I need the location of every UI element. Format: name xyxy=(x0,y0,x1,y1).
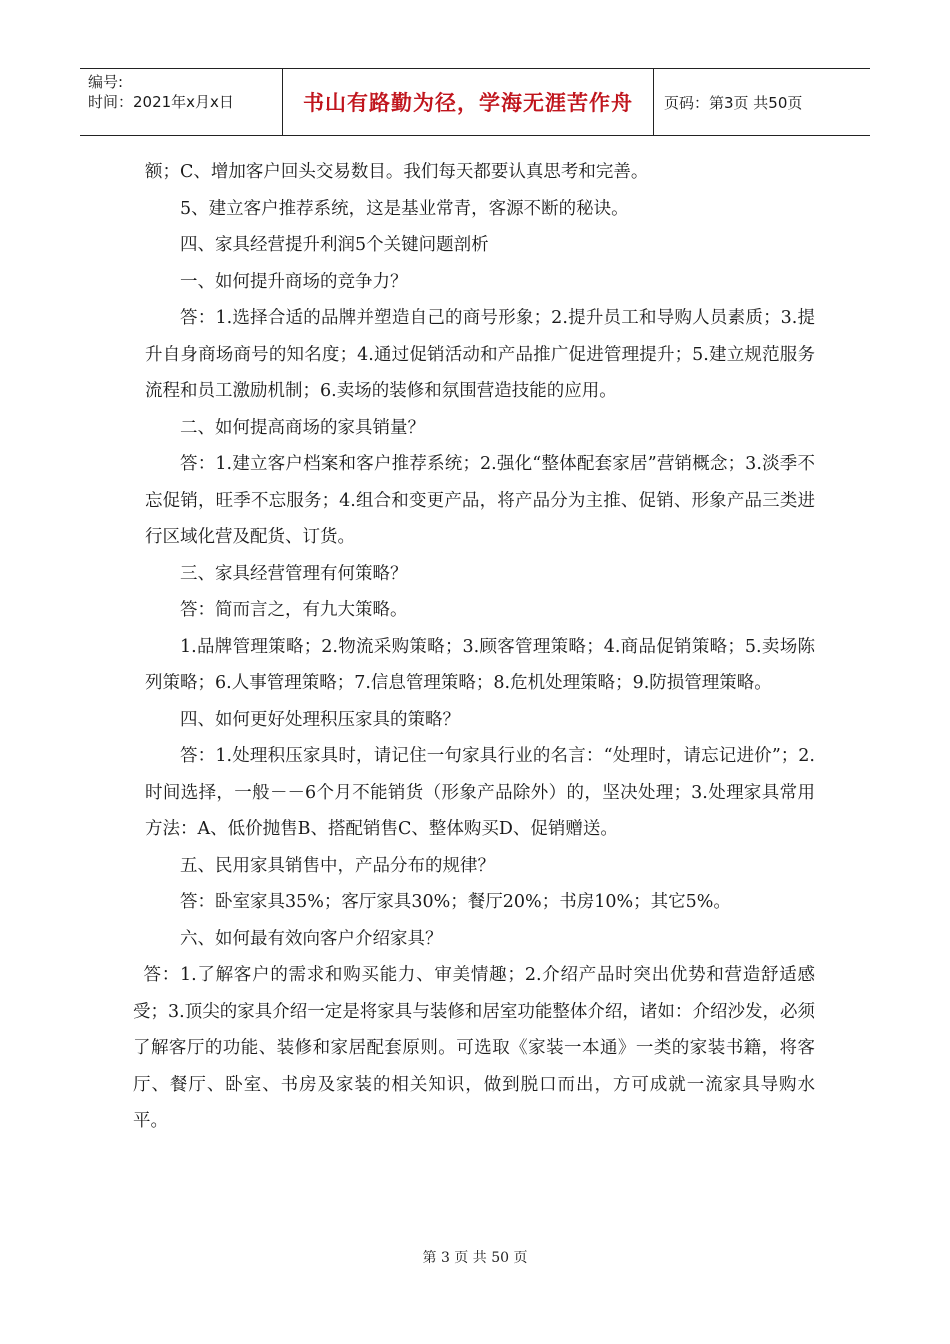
question-heading: 四、如何更好处理积压家具的策略？ xyxy=(180,709,460,730)
document-number-label: 编号: xyxy=(88,73,124,91)
answer-paragraph: 答：卧室家具35%；客厅家具30%；餐厅20%；书房10%；其它5%。 xyxy=(180,892,731,912)
document-date: 时间：2021年x月x日 xyxy=(88,93,234,111)
question-heading: 一、如何提升商场的竞争力？ xyxy=(180,271,408,292)
header-page-info: 页码：第3页 共50页 xyxy=(664,93,803,112)
question-heading: 五、民用家具销售中，产品分布的规律？ xyxy=(180,855,495,876)
answer-paragraph: 答：简而言之，有九大策略。 xyxy=(180,600,408,620)
question-heading: 三、家具经营管理有何策略？ xyxy=(180,563,408,584)
answer-paragraph: 答：1.处理积压家具时，请记住一句家具行业的名言：“处理时，请忘记进价”；2.时间选择，一般－－6个月不能销货（形象产品除外）的，坚决处理；3.处理家具常用方法：A、低价抛售B、搭配销售C、整体购买D、促销赠送。 xyxy=(145,746,815,839)
header-meta xyxy=(80,69,282,135)
header-motto-cell xyxy=(282,69,654,135)
answer-paragraph: 答：1.选择合适的品牌并塑造自己的商号形象；2.提升员工和导购人员素质；3.提升自身商场商号的知名度；4.通过促销活动和产品推广促进管理提升；5.建立规范服务流程和员工激励机制；6.卖场的装修和氛围营造技能的应用。 xyxy=(145,308,815,401)
strategy-list: 1.品牌管理策略；2.物流采购策略；3.顾客管理策略；4.商品促销策略；5.卖场陈列策略；6.人事管理策略；7.信息管理策略；8.危机处理策略；9.防损管理策略。 xyxy=(145,636,815,693)
answer-paragraph: 答：1.了解客户的需求和购买能力、审美情趣；2.介绍产品时突出优势和营造舒适感受；3.顶尖的家具介绍一定是将家具与装修和居室功能整体介绍，诸如：介绍沙发，必须了解客厅的功能、装修和家居配套原则。可选取《家装一本通》一类的家装书籍，将客厅、餐厅、卧室、书房及家装的相关知识，做到脱口而出，方可成就一流家具导购水平。 xyxy=(133,965,815,1131)
answer-paragraph: 答：1.建立客户档案和客户推荐系统；2.强化“整体配套家居”营销概念；3.淡季不忘促销，旺季不忘服务；4.组合和变更产品，将产品分为主推、促销、形象产品三类进行区域化营及配货、订货。 xyxy=(145,454,815,547)
page-footer: 第 3 页 共 50 页 xyxy=(422,1250,528,1266)
header-motto: 书山有路勤为径，学海无涯苦作舟 xyxy=(303,91,633,115)
page-header xyxy=(80,68,870,136)
header-page-cell xyxy=(654,69,870,135)
body-paragraph: 额；C、增加客户回头交易数目。我们每天都要认真思考和完善。 xyxy=(145,162,649,182)
question-heading: 二、如何提高商场的家具销量？ xyxy=(180,417,425,438)
document-body xyxy=(133,154,815,1140)
question-heading: 六、如何最有效向客户介绍家具？ xyxy=(180,928,443,949)
section-heading: 四、家具经营提升利润5个关键问题剖析 xyxy=(180,235,489,255)
body-paragraph: 5、建立客户推荐系统，这是基业常青，客源不断的秘诀。 xyxy=(180,198,629,219)
